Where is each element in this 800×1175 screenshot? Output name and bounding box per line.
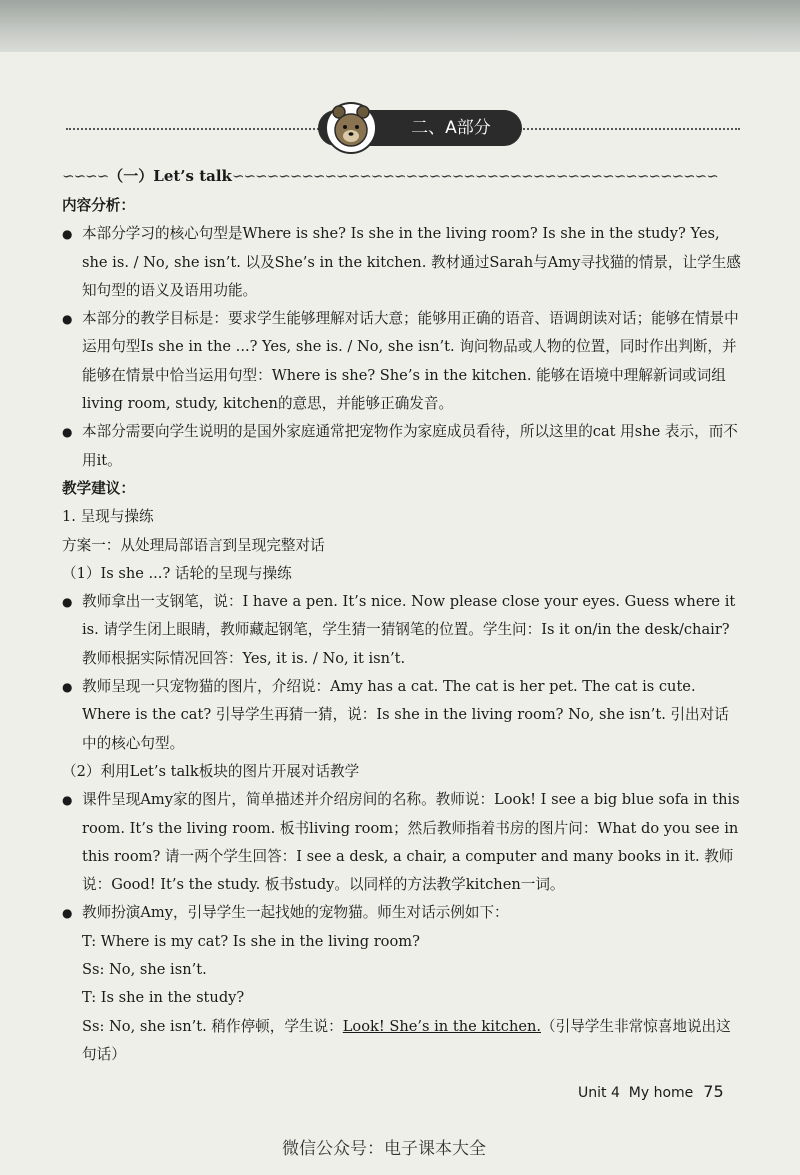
watermark-text: 微信公众号：电子课本大全	[282, 1139, 486, 1159]
sub1-bullet-2: ● 教师呈现一只宠物猫的图片，介绍说：Amy has a cat. The cat is her pet. The cat is cute. Where is the cat? 引导学生再猜一猜，说：Is she in the living room? No, she isn’t. 引出对话中的核心句型。	[62, 673, 742, 758]
analysis-bullet-3: ● 本部分需要向学生说明的是国外家庭通常把宠物作为家庭成员看待，所以这里的cat 用she 表示，而不用it。	[62, 418, 742, 475]
dialogue-line-4	[62, 1013, 742, 1070]
dialogue-line-1: T: Where is my cat? Is she in the living room?	[82, 932, 420, 950]
teaching-heading: 教学建议：	[62, 479, 135, 497]
dialogue-line-4-post: （引导学生非常惊喜地说出这句话）	[82, 1017, 731, 1063]
dialogue-line-4-pre: Ss: No, she isn’t. 稍作停顿，学生说：	[82, 1017, 343, 1035]
sub1-bullet-1: ● 教师拿出一支钢笔，说：I have a pen. It’s nice. Now please close your eyes. Guess where it is. 请学生闭上眼睛，教师藏起钢笔，学生猜一猜钢笔的位置。学生问：Is it on/in the desk/chair? 教师根据实际情况回答：Yes, it is. / No, it isn’t.	[62, 588, 742, 673]
header-rule-right	[520, 128, 740, 130]
dialogue-line-3: T: Is she in the study?	[82, 989, 245, 1007]
teaching-item-1: 1. 呈现与操练	[62, 508, 154, 526]
wave-ornament-right: ∽∽∽∽∽∽∽∽∽∽∽∽∽∽∽∽∽∽∽∽∽∽∽∽∽∽∽∽∽∽∽∽∽∽∽∽∽∽∽∽∽∽	[231, 167, 718, 185]
content-analysis-heading: 内容分析：	[62, 197, 135, 214]
subsection-1: （1）Is she ...? 话轮的呈现与操练	[62, 564, 292, 582]
section-heading	[62, 164, 752, 188]
banner-title: 二、A部分	[411, 118, 491, 138]
section-title: （一）Let’s talk	[108, 167, 232, 185]
analysis-bullet-1: ● 本部分学习的核心句型是Where is she? Is she in the living room? Is she in the study? Yes, she is. / No, she isn’t. 以及She’s in the kitchen. 教材通过Sarah与Amy寻找猫的情景，让学生感知句型的语义及语用功能。	[62, 220, 742, 305]
sub2-bullet-1: ● 课件呈现Amy家的图片，简单描述并介绍房间的名称。教师说：Look! I see a big blue sofa in this room. It’s the living room. 板书living room；然后教师指着书房的图片问：What do you see in this room? 请一两个学生回答：I see a desk, a chair, a computer and many books in it. 教师说：Good! It’s the study. 板书study。以同样的方法教学kitchen一词。	[62, 786, 742, 899]
dialogue-key-sentence: Look! She’s in the kitchen.	[342, 1017, 542, 1035]
subsection-2: （2）利用Let’s talk板块的图片开展对话教学	[62, 762, 360, 780]
dialogue-line-2: Ss: No, she isn’t.	[82, 961, 207, 979]
top-decorative-band	[0, 0, 800, 52]
page-body	[62, 192, 742, 1069]
wave-ornament-left: ∽∽∽∽	[62, 167, 109, 185]
page-footer	[578, 1080, 748, 1104]
plan-1: 方案一：从处理局部语言到呈现完整对话	[62, 536, 325, 554]
sub2-bullet-2: ● 教师扮演Amy，引导学生一起找她的宠物猫。师生对话示例如下：	[62, 899, 742, 927]
footer-title: My home	[628, 1085, 694, 1101]
footer-unit: Unit 4	[578, 1085, 620, 1101]
bear-mascot-icon	[322, 100, 380, 154]
header-rule-left	[66, 128, 322, 130]
page-number: 75	[703, 1082, 724, 1101]
analysis-bullet-2: ● 本部分的教学目标是：要求学生能够理解对话大意；能够用正确的语音、语调朗读对话；能够在情景中运用句型Is she in the ...? Yes, she is. / No, she isn’t. 询问物品或人物的位置，同时作出判断，并能够在情景中恰当运用句型：Where is she? She’s in the kitchen. 能够在语境中理解新词或词组living room, study, kitchen的意思，并能够正确发音。	[62, 305, 742, 418]
